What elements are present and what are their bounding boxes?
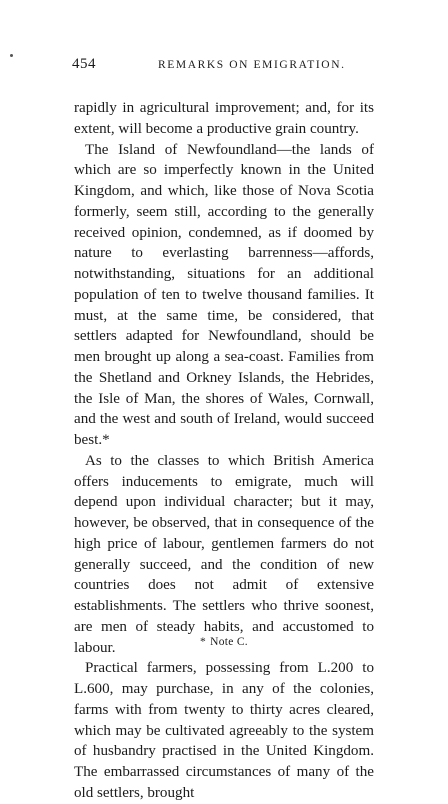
footnote (0, 636, 448, 648)
footnote-text: Note C. (210, 636, 248, 648)
body-text (74, 98, 374, 804)
paragraph-practical-farmers: Practical farmers, possessing from L.200 to L.600, may purchase, in any of the colonies, farms with from twenty to thirty acres cleared, which may be cultivated agreeably to the system of husbandry practised in the United Kingdom. The embarrassed circumstances of many of the old settlers, brought (74, 660, 374, 801)
paragraph-continued: rapidly in agricultural improvement; and, for its extent, will become a productive grain country. (74, 100, 374, 137)
paragraph-newfoundland: The Island of Newfoundland—the lands of which are so imperfectly known in the United Kingdom, and which, like those of Nova Scotia formerly, seem still, according to the generally received opinion, condemned, as if doomed by nature to everlasting barrenness—affords, notwithstanding, situations for an additional population of ten to twelve thousand families. It must, at the same time, be considered, that settlers adapted for Newfoundland, should be men brought up along a sea-coast. Families from the Shetland and Orkney Islands, the Hebrides, the Isle of Man, the shores of Wales, Cornwall, and the west and south of Ireland, would succeed best.* (74, 141, 374, 448)
paragraph-classes: As to the classes to which British America offers inducements to emigrate, much will depend upon individual character; but it may, however, be observed, that in consequence of the high price of labour, gentlemen farmers do not generally succeed, and the condition of new countries does not admit of extensive establishments. The settlers who thrive soonest, are men of steady habits, and accustomed to labour. (74, 452, 374, 656)
page-header (72, 56, 358, 76)
footnote-mark: * (200, 636, 207, 648)
page-speck (10, 54, 13, 57)
running-head: REMARKS ON EMIGRATION. (158, 59, 346, 71)
page-number: 454 (72, 56, 96, 72)
